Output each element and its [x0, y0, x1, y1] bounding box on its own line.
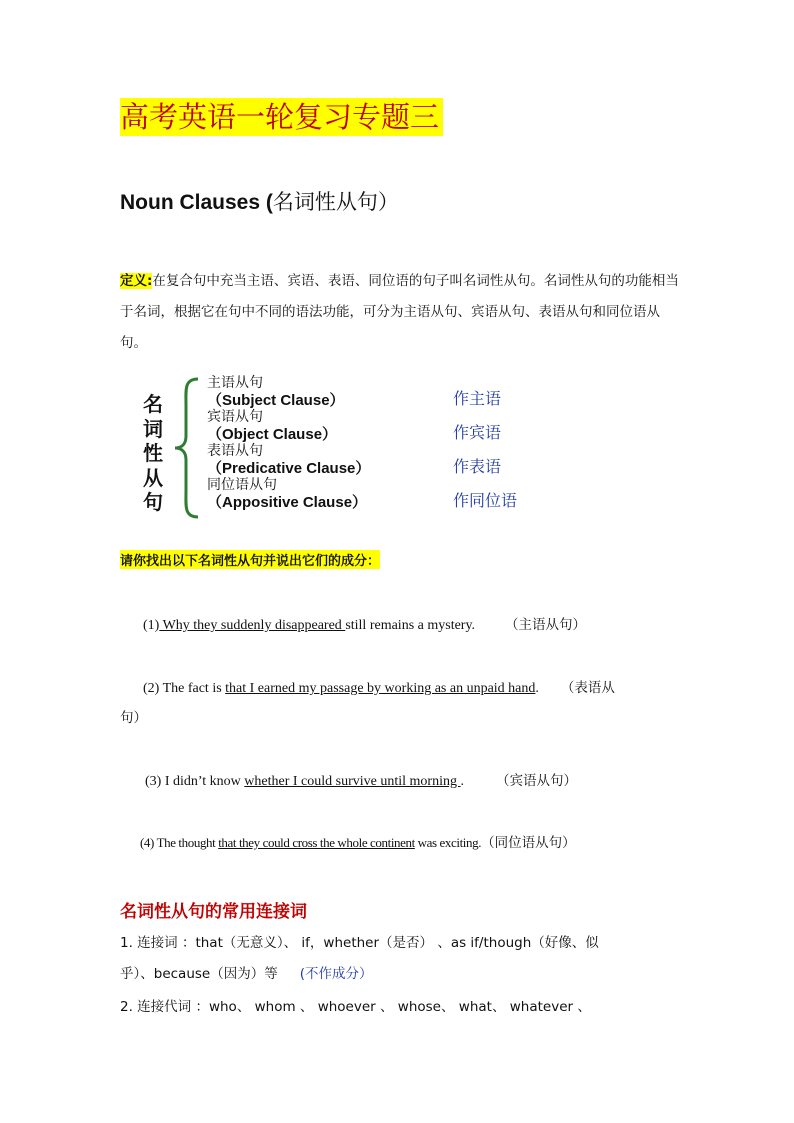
- example-prefix: (4) The thought: [140, 835, 219, 850]
- clause-appositive: [207, 477, 367, 511]
- clause-cn: 主语从句: [207, 375, 263, 391]
- example-2-tag-wrap: [120, 706, 147, 727]
- example-clause: that I earned my passage by working as an unpaid hand: [225, 681, 536, 696]
- connector-list-item-2: [120, 992, 680, 1023]
- definition-label: 定义:: [120, 273, 153, 289]
- example-rest: .: [535, 681, 539, 696]
- role-appositive: 作同位语: [453, 491, 518, 510]
- diagram-char: 名: [143, 392, 163, 416]
- clause-en: （Predicative Clause）: [207, 460, 371, 477]
- section-title: 名词性从句的常用连接词: [120, 902, 307, 922]
- subtitle-english: Noun Clauses (: [120, 191, 273, 214]
- diagram-vertical-title: [138, 392, 168, 515]
- example-clause: Why they suddenly disappeared: [159, 618, 346, 633]
- example-prefix: (1): [143, 618, 160, 633]
- example-1: [143, 613, 586, 634]
- definition-paragraph: [120, 266, 680, 359]
- role-subject: 作主语: [453, 389, 502, 408]
- clause-subject: [207, 375, 345, 409]
- example-4: [140, 831, 576, 851]
- example-tag-continued: 句）: [120, 710, 147, 726]
- example-tag: （主语从句）: [505, 617, 587, 633]
- list-note: (不作成分）: [299, 966, 373, 982]
- example-rest: .: [460, 774, 464, 789]
- clause-cn: 宾语从句: [207, 409, 263, 425]
- list-line: 1. 连接词 ：that（无意义）、 if，whether（是否） 、as if/though（好像、似: [120, 935, 599, 951]
- connector-list-item-1: [120, 928, 680, 990]
- example-tag: （宾语从句）: [495, 773, 577, 789]
- example-tag: （同位语从句）: [481, 835, 576, 851]
- clause-en: （Appositive Clause）: [207, 494, 368, 511]
- clause-diagram: [130, 372, 570, 522]
- list-line: [120, 959, 680, 990]
- definition-text: 在复合句中充当主语、宾语、表语、同位语的句子叫名词性从句。名词性从句的功能相当于名词，根据它在句中不同的语法功能，可分为主语从句、宾语从句、表语从句和同位语从句。: [120, 273, 679, 351]
- clause-predicative: [207, 443, 370, 477]
- diagram-char: 词: [143, 416, 163, 441]
- example-clause: that they could cross the whole continent: [218, 835, 415, 850]
- diagram-char: 性: [143, 441, 163, 465]
- page-title: 高考英语一轮复习专题三: [120, 98, 443, 136]
- example-prefix: (3) I didn’t know: [145, 774, 245, 789]
- example-2: [143, 676, 615, 697]
- example-rest: still remains a mystery.: [345, 618, 476, 633]
- brace-icon: [172, 376, 202, 521]
- task-instruction: 请你找出以下名词性从句并说出它们的成分：: [120, 550, 380, 569]
- example-tag: （表语从: [560, 680, 615, 696]
- example-3: [145, 769, 577, 790]
- clause-cn: 同位语从句: [207, 477, 277, 493]
- example-prefix: (2) The fact is: [143, 681, 226, 696]
- role-predicative: 作表语: [453, 457, 502, 476]
- list-line-text: 乎）、because（因为）等: [120, 966, 278, 982]
- clause-en: （Subject Clause）: [207, 392, 345, 409]
- clause-en: （Object Clause）: [207, 426, 338, 443]
- clause-cn: 表语从句: [207, 443, 263, 459]
- diagram-char: 从: [143, 465, 163, 490]
- clause-object: [207, 409, 337, 443]
- subtitle-chinese: 名词性从句）: [272, 190, 399, 214]
- diagram-char: 句: [143, 490, 163, 514]
- role-object: 作宾语: [453, 423, 502, 442]
- example-clause: whether I could survive until morning: [244, 774, 461, 789]
- example-rest: was exciting.: [414, 835, 482, 850]
- subtitle: [120, 186, 399, 216]
- list-line: 2. 连接代词 ：who、 whom 、 whoever 、 whose、 what、 whatever 、: [120, 999, 591, 1015]
